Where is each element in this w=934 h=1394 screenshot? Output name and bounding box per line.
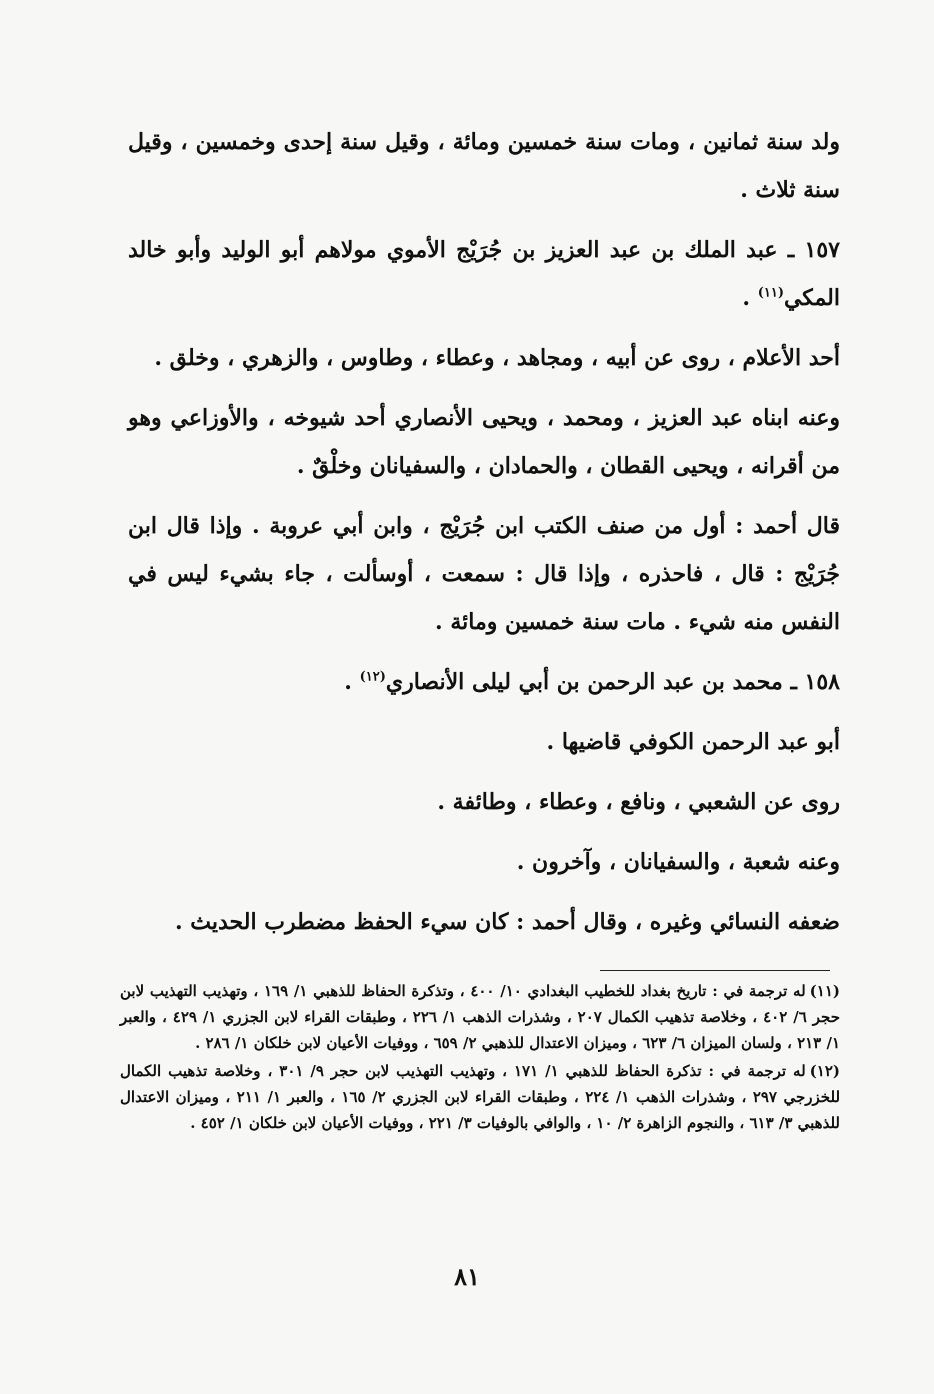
paragraph <box>128 118 840 214</box>
footnote-divider <box>600 970 830 971</box>
paragraph <box>128 838 840 886</box>
paragraph-text: ولد سنة ثمانين ، ومات سنة خمسين ومائة ، وقيل سنة إحدى وخمسين ، وقيل سنة ثلاث . <box>128 129 840 203</box>
main-text <box>128 118 840 958</box>
paragraph-text: قال أحمد : أول من صنف الكتب ابن جُرَيْج ، وابن أبي عروبة . وإذا قال ابن جُرَيْج : قال ، فاحذره ، وإذا قال : سمعت ، أوسألت ، جاء بشيء ليس في النفس منه شيء . مات سنة خمسين ومائة . <box>128 513 840 635</box>
paragraph-text: أبو عبد الرحمن الكوفي قاضيها . <box>546 729 840 755</box>
page-number: ٨١ <box>454 1262 480 1291</box>
paragraph-text: روى عن الشعبي ، ونافع ، وعطاء ، وطائفة . <box>437 789 840 815</box>
paragraph <box>128 502 840 646</box>
footnote-text: له ترجمة في : تاريخ بغداد للخطيب البغدادي ١٠/ ٤٠٠ ، وتذكرة الحفاظ للذهبي ١/ ١٦٩ ، وتهذيب التهذيب لابن حجر ٦/ ٤٠٢ ، وخلاصة تذهيب الكمال ٢٠٧ ، وشذرات الذهب ١/ ٢٢٦ ، وطبقات القراء لابن الجزري ١/ ٤٢٩ ، والعبر ١/ ٢١٣ ، ولسان الميزان ٦/ ٦٢٣ ، وميزان الاعتدال للذهبي ٢/ ٦٥٩ ، ووفيات الأعيان لابن خلكان ١/ ٢٨٦ . <box>120 982 840 1052</box>
paragraph <box>128 334 840 382</box>
footnote-number: (١٢) <box>809 1062 841 1080</box>
entry-title: محمد بن عبد الرحمن بن أبي ليلى الأنصاري <box>385 669 783 695</box>
footnote-number: (١١) <box>809 982 840 1000</box>
paragraph-text: وعنه شعبة ، والسفيانان ، وآخرون . <box>516 849 840 875</box>
paragraph <box>128 778 840 826</box>
footnote-11 <box>120 978 840 1056</box>
paragraph-text: أحد الأعلام ، روى عن أبيه ، ومجاهد ، وعطاء ، وطاوس ، والزهري ، وخلق . <box>154 345 840 371</box>
paragraph <box>128 394 840 490</box>
entry-157-heading <box>128 226 840 322</box>
paragraph <box>128 898 840 946</box>
entry-number: ١٥٨ ـ <box>790 669 840 695</box>
entry-end: . <box>742 285 758 311</box>
footnote-reference[interactable]: (١٢) <box>359 669 386 685</box>
footnote-12 <box>120 1058 840 1136</box>
footnotes <box>120 978 840 1138</box>
entry-end: . <box>344 669 360 695</box>
entry-title: عبد الملك بن عبد العزيز بن جُرَيْج الأموي مولاهم أبو الوليد وأبو خالد المكي <box>128 237 840 311</box>
paragraph-text: وعنه ابناه عبد العزيز ، ومحمد ، ويحيى الأنصاري أحد شيوخه ، والأوزاعي وهو من أقرانه ، ويحيى القطان ، والحمادان ، والسفيانان وخلْقٌ . <box>128 405 840 479</box>
footnote-text: له ترجمة في : تذكرة الحفاظ للذهبي ١/ ١٧١ ، وتهذيب التهذيب لابن حجر ٩/ ٣٠١ ، وخلاصة تذهيب الكمال للخزرجي ٢٩٧ ، وشذرات الذهب ١/ ٢٢٤ ، وطبقات القراء لابن الجزري ٢/ ١٦٥ ، والعبر ١/ ٢١١ ، وميزان الاعتدال للذهبي ٣/ ٦١٣ ، والنجوم الزاهرة ٢/ ١٠ ، والوافي بالوفيات ٣/ ٢٢١ ، ووفيات الأعيان لابن خلكان ١/ ٤٥٢ . <box>120 1062 841 1132</box>
entry-158-heading <box>128 658 840 706</box>
entry-number: ١٥٧ ـ <box>787 237 840 263</box>
paragraph-text: ضعفه النسائي وغيره ، وقال أحمد : كان سيء الحفظ مضطرب الحديث . <box>174 909 840 935</box>
paragraph <box>128 718 840 766</box>
footnote-reference[interactable]: (١١) <box>757 285 784 301</box>
